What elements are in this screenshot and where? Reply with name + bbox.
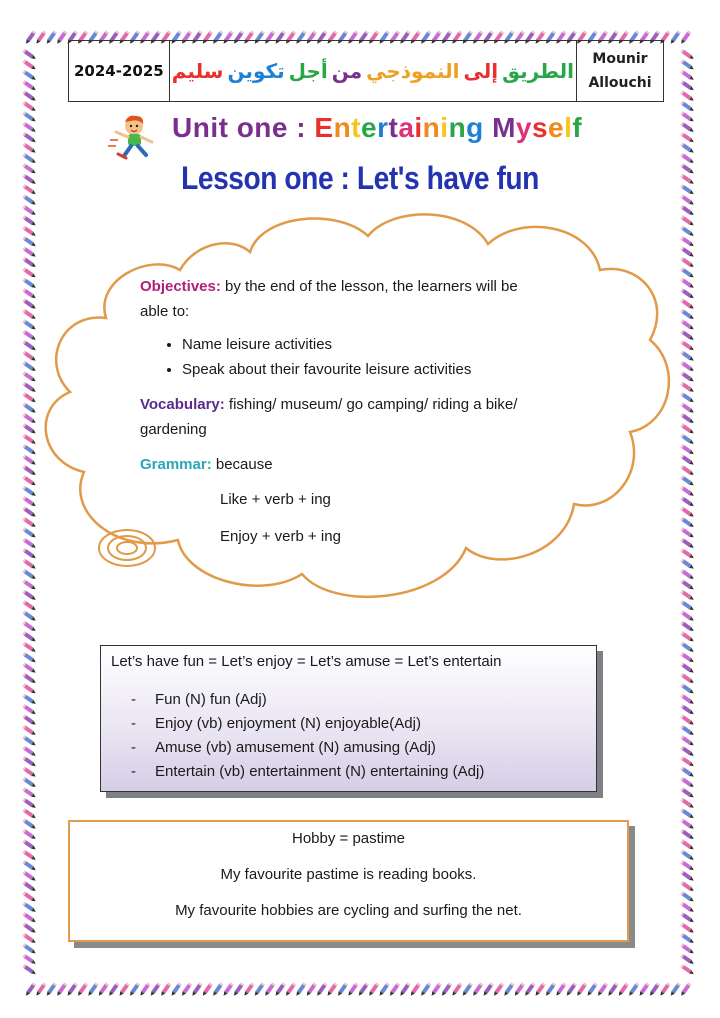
pencil-border-icon — [22, 881, 37, 893]
pencil-border-icon — [440, 982, 452, 997]
grammar-label: Grammar: — [140, 456, 212, 473]
pencil-border-icon — [680, 725, 695, 737]
pencil-border-icon — [108, 982, 120, 997]
unit-title-letter: e — [361, 112, 378, 143]
pencil-border-icon — [56, 982, 68, 997]
pencil-border-icon — [680, 982, 692, 997]
word-family-item: - Fun (N) fun (Adj) — [131, 691, 267, 708]
pencil-border-icon — [576, 982, 588, 997]
pencil-border-icon — [357, 982, 369, 997]
unit-title-letter: M — [492, 112, 516, 143]
word-family-item: - Amuse (vb) amusement (N) amusing (Adj) — [131, 739, 436, 756]
pencil-border-icon — [565, 982, 577, 997]
pencil-border-icon — [284, 982, 296, 997]
unit-title-letter: f — [572, 112, 583, 143]
pencil-border-icon — [680, 766, 695, 778]
pencil-border-icon — [680, 652, 695, 664]
pencil-border-icon — [22, 621, 37, 633]
pencil-border-icon — [118, 982, 130, 997]
pencil-border-icon — [680, 839, 695, 851]
pencil-border-icon — [680, 829, 695, 841]
word-family-text: Enjoy (vb) enjoyment (N) enjoyable(Adj) — [155, 715, 421, 732]
pencil-border-icon — [160, 982, 172, 997]
pencil-border-icon — [347, 982, 359, 997]
word-family-box — [100, 645, 597, 792]
unit-title-letter: n — [422, 112, 441, 143]
pencil-border-icon — [22, 922, 37, 934]
pencil-border-icon — [22, 829, 37, 841]
pencil-border-icon — [326, 982, 338, 997]
arabic-word: من — [331, 59, 363, 83]
pencil-border-icon — [22, 943, 37, 955]
pencil-border-icon — [212, 982, 224, 997]
pencil-border-icon — [680, 891, 695, 903]
pencil-border-icon — [22, 683, 37, 695]
pencil-border-icon — [680, 808, 695, 820]
vocabulary-text: fishing/ museum/ go camping/ riding a bike/ gardening — [140, 396, 518, 438]
objectives-intro: by the end of the lesson, the learners will be able to: — [140, 278, 518, 320]
pencil-border-icon — [680, 694, 695, 706]
pencil-border-icon — [659, 982, 671, 997]
pencil-border-icon — [22, 694, 37, 706]
pencil-border-icon — [524, 982, 536, 997]
pencil-border-icon — [316, 982, 328, 997]
pencil-border-icon — [648, 982, 660, 997]
pencil-border-icon — [22, 746, 37, 758]
lesson-title: Lesson one : Let's have fun — [181, 160, 539, 196]
hobby-definition: Hobby = pastime — [292, 830, 405, 847]
pencil-border-icon — [680, 714, 695, 726]
pencil-border-icon — [128, 982, 140, 997]
pencil-border-icon — [680, 954, 695, 966]
pencil-border-icon — [680, 912, 695, 924]
pencil-border-icon — [680, 621, 695, 633]
pencil-border-icon — [638, 982, 650, 997]
pencil-border-icon — [22, 891, 37, 903]
vocabulary-label: Vocabulary: — [140, 396, 225, 413]
pencil-border-icon — [680, 735, 695, 747]
unit-title-letter: E — [314, 112, 334, 143]
arabic-word: أجل — [288, 59, 328, 83]
pencil-border-icon — [22, 912, 37, 924]
pencil-border-icon — [243, 982, 255, 997]
pencil-border-icon — [680, 787, 695, 799]
pencil-border-icon — [680, 631, 695, 643]
pencil-border-icon — [680, 902, 695, 914]
pencil-border-icon — [680, 818, 695, 830]
arabic-word: إلى — [463, 59, 499, 83]
word-family-heading: Let’s have fun = Let’s enjoy = Let’s amuse = Let’s entertain — [111, 653, 502, 670]
grammar-text: because — [211, 456, 273, 473]
pencil-border-icon — [295, 982, 307, 997]
pencil-border-icon — [180, 982, 192, 997]
arabic-word: الطريق — [502, 59, 574, 83]
unit-title-letter: i — [440, 112, 449, 143]
pencil-border-icon — [544, 982, 556, 997]
objective-item: • Speak about their favourite leisure activities — [182, 357, 540, 382]
unit-title-letter: t — [351, 112, 361, 143]
unit-title-letter: s — [531, 112, 549, 143]
pencil-border-icon — [201, 982, 213, 997]
pencil-border-icon — [22, 642, 37, 654]
pencil-border-icon — [368, 982, 380, 997]
pencil-border-icon — [191, 982, 203, 997]
grammar-rule: Enjoy + verb + ing — [220, 528, 341, 545]
arabic-word: تكوين — [227, 59, 285, 83]
pencil-border-icon — [378, 982, 390, 997]
pencil-border-icon — [22, 902, 37, 914]
pencil-border-icon — [22, 818, 37, 830]
pencil-border-icon — [680, 850, 695, 862]
pencil-border-icon — [253, 982, 265, 997]
pencil-border-icon — [76, 982, 88, 997]
pencil-border-icon — [617, 982, 629, 997]
pencil-border-icon — [680, 922, 695, 934]
pencil-border-icon — [680, 964, 695, 976]
pencil-border-icon — [22, 798, 37, 810]
unit-title-letter: t — [388, 112, 399, 143]
unit-title-prefix: Unit one : — [172, 112, 315, 143]
pencil-border-icon — [472, 982, 484, 997]
pencil-border-icon — [680, 943, 695, 955]
word-family-text: Amuse (vb) amusement (N) amusing (Adj) — [155, 739, 436, 756]
hobby-box — [68, 820, 629, 942]
word-family-text: Entertain (vb) entertainment (N) entertaining (Adj) — [155, 763, 485, 780]
hobby-example: My favourite pastime is reading books. — [220, 866, 477, 883]
unit-title-letter: a — [398, 112, 415, 143]
unit-title-letter: r — [377, 112, 389, 143]
arabic-word: النموذجي — [366, 59, 460, 83]
pencil-border-icon — [22, 839, 37, 851]
pencil-border-icon — [680, 704, 695, 716]
pencil-border-icon — [22, 766, 37, 778]
pencil-border-icon — [461, 982, 473, 997]
pencil-border-icon — [430, 982, 442, 997]
pencil-border-icon — [22, 673, 37, 685]
pencil-border-icon — [628, 982, 640, 997]
pencil-border-icon — [607, 982, 619, 997]
pencil-border-icon — [534, 982, 546, 997]
pencil-border-icon — [680, 933, 695, 945]
objectives-list — [140, 332, 540, 382]
unit-title-letter: i — [414, 112, 423, 143]
pencil-border-icon — [680, 870, 695, 882]
pencil-border-icon — [420, 982, 432, 997]
pencil-border-icon — [22, 652, 37, 664]
pencil-border-icon — [22, 777, 37, 789]
pencil-border-icon — [22, 870, 37, 882]
pencil-border-icon — [232, 982, 244, 997]
pencil-border-icon — [264, 982, 276, 997]
pencil-border-icon — [492, 982, 504, 997]
pencil-border-icon — [482, 982, 494, 997]
unit-title-letter: g — [466, 112, 484, 143]
pencil-border-icon — [97, 982, 109, 997]
pencil-border-icon — [680, 673, 695, 685]
pencil-border-icon — [22, 756, 37, 768]
pencil-border-icon — [680, 756, 695, 768]
word-family-text: Fun (N) fun (Adj) — [155, 691, 267, 708]
pencil-border-icon — [170, 982, 182, 997]
pencil-border-icon — [87, 982, 99, 997]
unit-title-letter: n — [333, 112, 352, 143]
pencil-border-icon — [22, 850, 37, 862]
pencil-border-icon — [399, 982, 411, 997]
word-family-item: - Enjoy (vb) enjoyment (N) enjoyable(Adj) — [131, 715, 421, 732]
word-family-list — [131, 688, 484, 784]
pencil-border-icon — [22, 735, 37, 747]
pencil-border-icon — [22, 631, 37, 643]
pencil-border-icon — [680, 683, 695, 695]
arabic-word: سليم — [171, 59, 224, 83]
pencil-border-icon — [409, 982, 421, 997]
pencil-border-icon — [22, 714, 37, 726]
pencil-border-icon — [388, 982, 400, 997]
objectives-label: Objectives: — [140, 278, 221, 295]
pencil-border-icon — [680, 798, 695, 810]
pencil-border-icon — [680, 777, 695, 789]
school-year: 2024-2025 — [69, 41, 170, 101]
unit-title-letter: e — [548, 112, 565, 143]
grammar-rule: Like + verb + ing — [220, 491, 331, 508]
pencil-border-icon — [503, 982, 515, 997]
pencil-border-icon — [35, 982, 47, 997]
pencil-border-icon — [336, 982, 348, 997]
pencil-border-icon — [139, 982, 151, 997]
pencil-border-icon — [555, 982, 567, 997]
pencil-border-icon — [596, 982, 608, 997]
pencil-border-icon — [305, 982, 317, 997]
pencil-border-icon — [680, 746, 695, 758]
pencil-border-icon — [22, 964, 37, 976]
author-last-name: Allouchi — [588, 75, 652, 91]
author-first-name: Mounir — [592, 51, 648, 67]
pencil-border-icon — [22, 808, 37, 820]
pencil-border-icon — [680, 642, 695, 654]
pencil-border-icon — [513, 982, 525, 997]
pencil-border-icon — [22, 954, 37, 966]
pencil-border-icon — [680, 881, 695, 893]
pencil-border-icon — [22, 704, 37, 716]
unit-title-letter: l — [564, 112, 573, 143]
hobby-example: My favourite hobbies are cycling and surfing the net. — [175, 902, 522, 919]
pencil-border-icon — [680, 860, 695, 872]
pencil-border-icon — [22, 662, 37, 674]
pencil-border-icon — [451, 982, 463, 997]
lesson-objectives — [140, 274, 540, 561]
unit-title-letter: y — [515, 112, 532, 143]
pencil-border-icon — [22, 787, 37, 799]
pencil-border-icon — [66, 982, 78, 997]
objective-item: • Name leisure activities — [182, 332, 540, 357]
pencil-border-icon — [22, 725, 37, 737]
pencil-border-icon — [22, 933, 37, 945]
pencil-border-icon — [586, 982, 598, 997]
pencil-border-icon — [669, 982, 681, 997]
pencil-border-icon — [45, 982, 57, 997]
pencil-border-icon — [680, 662, 695, 674]
pencil-border-icon — [149, 982, 161, 997]
word-family-item: - Entertain (vb) entertainment (N) entertaining (Adj) — [131, 763, 485, 780]
pencil-border-icon — [274, 982, 286, 997]
unit-title-letter: n — [448, 112, 467, 143]
pencil-border-icon — [22, 860, 37, 872]
pencil-border-icon — [222, 982, 234, 997]
pencil-border-icon — [24, 982, 36, 997]
